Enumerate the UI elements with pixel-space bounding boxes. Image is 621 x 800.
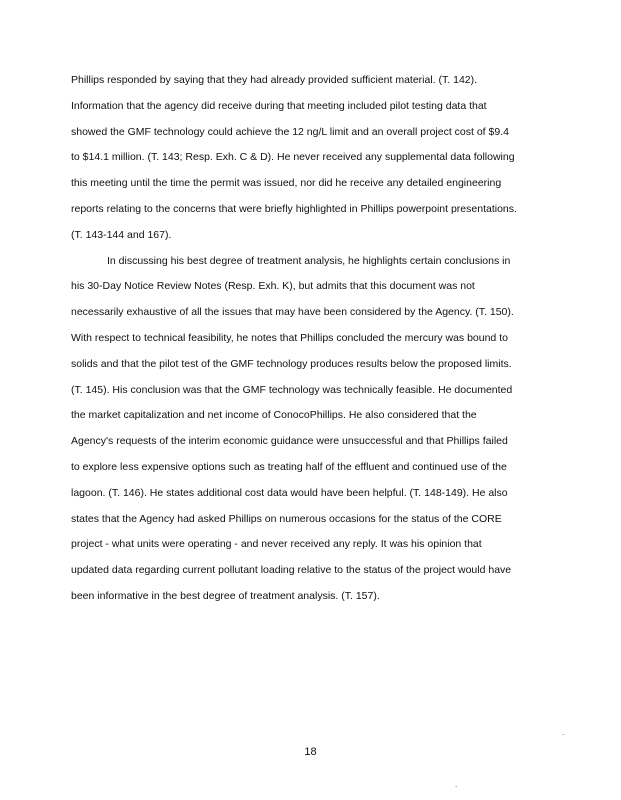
text-line-4: to $14.1 million. (T. 143; Resp. Exh. C & D). He never received any supplemental data following [71, 151, 515, 164]
text-line-2: Information that the agency did receive during that meeting included pilot testing data that [71, 99, 487, 112]
text-line-11: With respect to technical feasibility, he notes that Phillips concluded the mercury was bound to [71, 331, 508, 344]
text-line-17: lagoon. (T. 146). He states additional cost data would have been helpful. (T. 148-149). He also [71, 486, 508, 499]
text-line-1: Phillips responded by saying that they had already provided sufficient material. (T. 142). [71, 74, 478, 86]
text-line-14: the market capitalization and net income of ConocoPhillips. He also considered that the [71, 409, 477, 422]
text-line-9: his 30-Day Notice Review Notes (Resp. Exh. K), but admits that this document was not [71, 280, 475, 293]
text-line-16: to explore less expensive options such as treating half of the effluent and continued use of the [71, 460, 507, 473]
text-line-7: (T. 143-144 and 167). [71, 228, 172, 241]
text-line-20: updated data regarding current pollutant loading relative to the status of the project would have [71, 564, 512, 577]
scan-mark: . [562, 728, 565, 737]
body-text [71, 68, 551, 610]
page-number: 18 [304, 746, 317, 758]
text-line-12: solids and that the pilot test of the GMF technology produces results below the proposed limits. [71, 357, 512, 370]
scan-mark: . [455, 780, 458, 789]
text-line-18: states that the Agency had asked Phillips on numerous occasions for the status of the CORE [71, 512, 502, 525]
text-line-13: (T. 145). His conclusion was that the GMF technology was technically feasible. He documented [71, 383, 513, 396]
text-line-19: project - what units were operating - and never received any reply. It was his opinion that [71, 538, 482, 551]
text-line-10: necessarily exhaustive of all the issues that may have been considered by the Agency. (T. 150). [71, 306, 514, 319]
text-line-6: reports relating to the concerns that were briefly highlighted in Phillips powerpoint presentations. [71, 202, 517, 215]
text-line-5: this meeting until the time the permit was issued, nor did he receive any detailed engineering [71, 177, 502, 190]
text-line-21: been informative in the best degree of treatment analysis. (T. 157). [71, 589, 380, 602]
text-line-3: showed the GMF technology could achieve the 12 ng/L limit and an overall project cost of $9.4 [71, 125, 509, 138]
text-line-8: In discussing his best degree of treatment analysis, he highlights certain conclusions in [107, 254, 511, 267]
text-line-15: Agency's requests of the interim economic guidance were unsuccessful and that Phillips failed [71, 435, 508, 448]
